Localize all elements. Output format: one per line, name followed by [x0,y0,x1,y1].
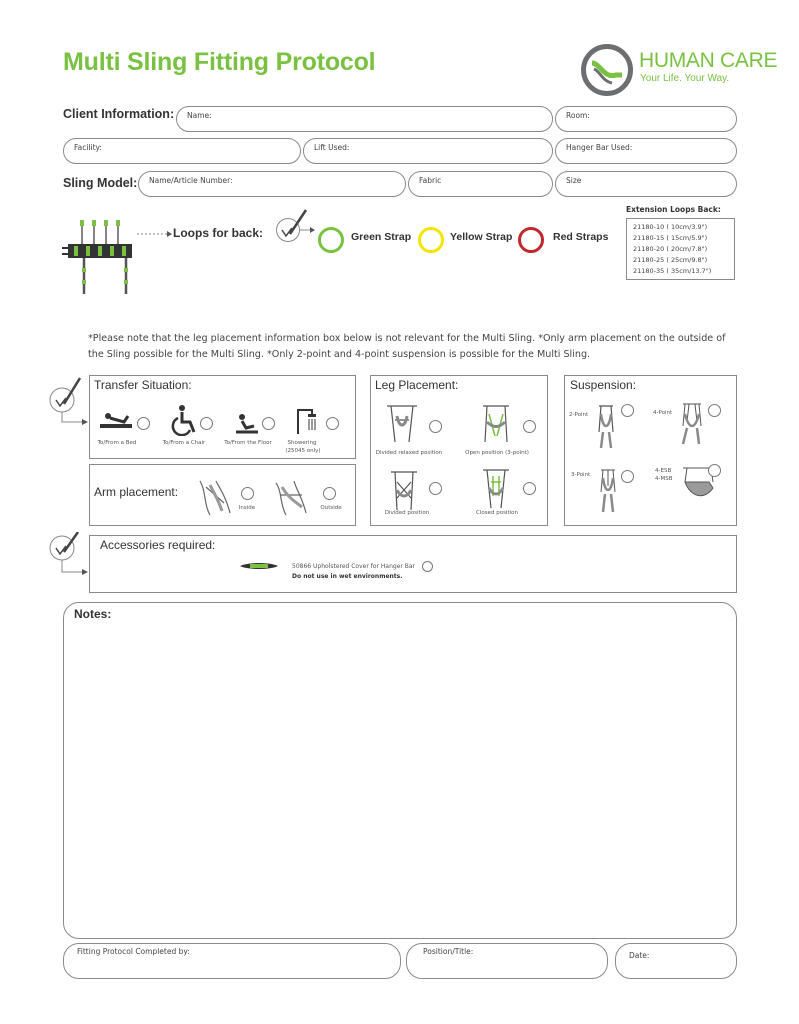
check-pen-icon [276,208,316,246]
list-item: 21180-25 ( 25cm/9.8") [633,256,708,264]
article-number-field[interactable] [138,171,406,197]
logo-name-primary: HUMAN [639,49,715,72]
arm-inside-label: Inside [238,505,256,511]
suspension-4-msb-label: 4-MSB [655,476,673,482]
client-info-label: Client Information: [63,107,175,121]
suspension-4-point-radio[interactable] [708,404,721,417]
floor-transfer-label: To/From the Floor [224,440,272,446]
leg-placement-title: Leg Placement: [375,378,459,392]
accessory-item-label: 50866 Upholstered Cover for Hanger Bar [292,563,416,570]
leg-divided-relaxed-radio[interactable] [429,420,442,433]
suspension-4-esb-label: 4-ESB [655,468,672,474]
placement-note: *Please note that the leg placement information box below is not relevant for the Multi Sling. *Only arm placement on the outside of the Sling possible for the Multi Sling. *Only 2-point and 4-point suspension is possible for the Multi Sling. [88,333,726,360]
notes-area[interactable] [63,602,737,939]
arm-outside-icon [272,477,310,519]
arm-placement-box [89,464,356,526]
arm-placement-title: Arm placement: [94,485,179,499]
suspension-4-esb-radio[interactable] [708,464,721,477]
leg-open-radio[interactable] [523,420,536,433]
size-field-label: Size [566,176,582,185]
leg-divided-relaxed-label: Divided relaxed position [375,450,443,456]
bed-transfer-label: To/From a Bed [97,440,137,446]
wheelchair-icon [170,404,198,436]
extension-loops-list [626,218,735,280]
accessories-title: Accessories required: [100,538,216,552]
name-field-label: Name: [187,111,212,120]
leg-divided-radio[interactable] [429,482,442,495]
name-field[interactable] [176,106,553,132]
shower-transfer-radio[interactable] [326,417,339,430]
suspension-3-point-icon [595,468,621,514]
green-strap-radio[interactable] [318,227,344,253]
article-number-field-label: Name/Article Number: [149,176,233,185]
human-care-logo [581,44,778,99]
logo-tagline: Your Life. Your Way. [640,73,730,84]
list-item: 21180-10 ( 10cm/3.9") [633,223,708,231]
sling-back-loops-icon [60,216,140,298]
completed-by-field[interactable] [63,943,401,979]
leg-open-icon [475,402,517,448]
loops-for-back-label: Loops for back: [173,226,264,240]
suspension-3-point-label: 3-Point [571,472,591,478]
hanger-bar-cover-icon [238,560,280,572]
suspension-title: Suspension: [570,378,637,392]
suspension-4-point-icon [677,402,707,448]
position-title-label: Position/Title: [423,947,474,956]
green-strap-label: Green Strap [351,231,412,243]
accessories-box [89,535,737,593]
check-pen-icon [48,532,90,580]
leg-divided-icon [383,468,425,514]
red-straps-label: Red Straps [553,231,609,243]
hanger-bar-field[interactable] [555,138,737,164]
bed-transfer-radio[interactable] [137,417,150,430]
floor-transfer-radio[interactable] [262,417,275,430]
lift-used-field-label: Lift Used: [314,143,350,152]
arm-inside-icon [196,477,234,519]
position-title-field[interactable] [406,943,608,979]
fabric-field[interactable] [408,171,553,197]
transfer-situation-box [89,375,356,459]
accessory-warning: Do not use in wet environments. [292,573,403,580]
suspension-2-point-label: 2-Point [569,412,589,418]
room-field-label: Room: [566,111,590,120]
extension-loops-title: Extension Loops Back: [626,205,721,214]
suspension-box [564,375,737,526]
accessory-cover-radio[interactable] [422,561,433,572]
shower-transfer-label: Showering [287,440,317,446]
suspension-3-point-radio[interactable] [621,470,634,483]
hanger-bar-field-label: Hanger Bar Used: [566,143,633,152]
arm-inside-radio[interactable] [241,487,254,500]
arm-outside-label: Outside [320,505,342,511]
leg-closed-radio[interactable] [523,482,536,495]
suspension-2-point-icon [593,404,619,450]
lift-used-field[interactable] [303,138,553,164]
leg-placement-box [370,375,548,526]
bed-transfer-icon [98,408,134,432]
leg-closed-icon [475,466,517,512]
list-item: 21180-20 ( 20cm/7.8") [633,245,708,253]
page-title: Multi Sling Fitting Protocol [63,48,376,76]
facility-field[interactable] [63,138,301,164]
red-strap-radio[interactable] [518,227,544,253]
sling-model-label: Sling Model: [63,176,138,190]
shower-icon [294,406,322,436]
list-item: 21180-15 ( 15cm/5.9") [633,234,708,242]
leg-closed-label: Closed position [475,510,518,516]
dotted-arrow-icon [137,230,173,238]
suspension-2-point-radio[interactable] [621,404,634,417]
shower-transfer-note: (25045 only) [285,448,321,454]
yellow-strap-label: Yellow Strap [450,231,513,243]
logo-mark-icon [581,44,633,96]
chair-transfer-radio[interactable] [200,417,213,430]
completed-by-label: Fitting Protocol Completed by: [77,947,190,956]
list-item: 21180-35 ( 35cm/13.7") [633,267,712,275]
leg-divided-label: Divided position [384,510,430,516]
date-label: Date: [629,951,650,960]
leg-divided-relaxed-icon [381,402,423,448]
leg-open-label: Open position (3-point) [465,450,529,456]
yellow-strap-radio[interactable] [418,227,444,253]
check-pen-icon [48,376,90,426]
arm-outside-radio[interactable] [323,487,336,500]
notes-title: Notes: [74,607,112,621]
transfer-situation-title: Transfer Situation: [94,378,192,392]
size-field[interactable] [555,171,737,197]
logo-name-secondary: CARE [720,49,778,72]
fabric-field-label: Fabric [419,176,442,185]
room-field[interactable] [555,106,737,132]
date-field[interactable] [615,943,737,979]
suspension-4-point-label: 4-Point [653,410,673,416]
facility-field-label: Facility: [74,143,102,152]
chair-transfer-label: To/From a Chair [162,440,206,446]
floor-transfer-icon [232,412,260,434]
